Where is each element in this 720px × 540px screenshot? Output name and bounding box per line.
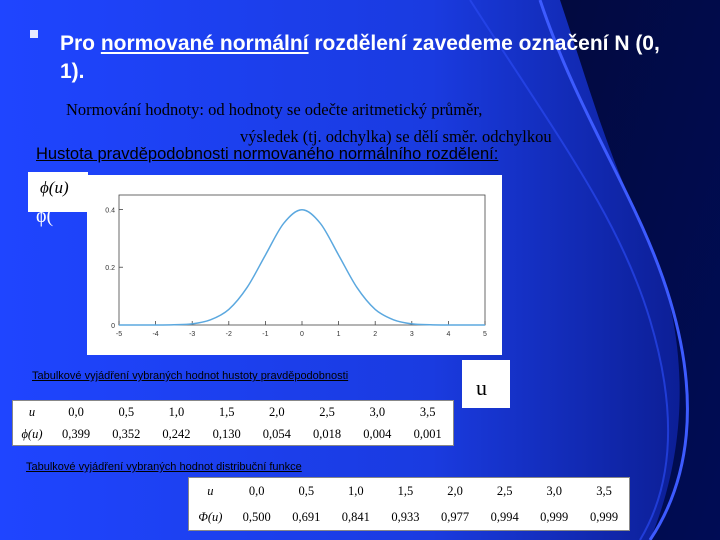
table-cell: 0,0 — [248, 483, 265, 498]
table-cell: 0,018 — [313, 426, 342, 441]
table-cell: 0,977 — [440, 509, 470, 524]
table-cell: 2,5 — [496, 483, 513, 498]
bullet-marker — [30, 30, 38, 38]
table1-caption: Tabulkové vyjádření vybraných hodnot hustoty pravděpodobnosti — [32, 370, 349, 382]
table-cell: 2,0 — [269, 404, 285, 419]
distribution-table — [188, 477, 630, 531]
x-tick-label: 1 — [336, 331, 341, 338]
table-cell: 0,399 — [61, 426, 91, 441]
table-cell: 0,0 — [68, 404, 84, 419]
x-tick-label: 2 — [373, 331, 378, 338]
plot-frame — [119, 195, 485, 325]
table-row — [13, 423, 454, 446]
hustota-heading: Hustota pravděpodobnosti normovaného normálního rozdělení: — [36, 145, 499, 163]
density-chart — [87, 175, 502, 355]
bullet-text-underlined: normované normální — [100, 32, 309, 55]
x-tick-label: -2 — [225, 331, 232, 338]
bullet-text-end: rozdělení zavedeme označení N (0, 1). — [60, 32, 660, 83]
phi-label: ϕ(u) — [40, 178, 69, 197]
x-tick-label: 0 — [300, 331, 304, 338]
table-cell: 1,5 — [397, 483, 414, 498]
table-cell: 0,500 — [242, 509, 271, 524]
table-row — [189, 478, 630, 505]
table-row — [13, 401, 454, 424]
density-chart-svg — [87, 175, 502, 355]
table-cell: 2,5 — [319, 404, 335, 419]
table-cell: 1,0 — [348, 483, 364, 498]
table-cell: 0,841 — [341, 509, 370, 524]
table-cell: 0,054 — [262, 426, 291, 441]
table-cell: 0,999 — [540, 509, 569, 524]
x-tick-label: 5 — [483, 331, 487, 338]
table-cell: 0,001 — [413, 426, 442, 441]
table2-caption: Tabulkové vyjádření vybraných hodnot distribuční funkce — [26, 461, 302, 473]
series-line — [119, 210, 485, 325]
table-cell: 0,5 — [298, 483, 315, 498]
u-symbol-box — [462, 360, 510, 408]
phi-fragment: ϕ( — [36, 205, 54, 227]
x-tick-label: -5 — [115, 331, 123, 338]
table-cell: 0,352 — [112, 426, 141, 441]
y-tick-label: 0.2 — [105, 265, 115, 273]
table-cell: 2,0 — [447, 483, 463, 498]
table-cell: 3,5 — [596, 483, 612, 498]
table-cell: 1,5 — [218, 404, 235, 419]
normovani-line-2: výsledek (tj. odchylka) se dělí směr. odchylkou — [240, 127, 552, 146]
x-tick-label: 4 — [446, 331, 451, 338]
table-cell: 1,0 — [168, 404, 185, 419]
row-label-u: u — [28, 404, 36, 419]
bullet-text — [60, 30, 680, 86]
table-cell: 0,994 — [490, 509, 519, 524]
table-cell: 3,5 — [419, 404, 436, 419]
table-row — [189, 504, 630, 531]
row-label-phi: ϕ(u) — [21, 426, 43, 441]
y-tick-label: 0.4 — [105, 207, 115, 215]
table-cell: 0,5 — [118, 404, 135, 419]
x-tick-label: -1 — [262, 331, 269, 338]
table-cell: 0,242 — [162, 426, 191, 441]
x-tick-label: 3 — [409, 331, 414, 338]
table-cell: 3,0 — [546, 483, 563, 498]
table-cell: 0,933 — [391, 509, 420, 524]
table-cell: 0,004 — [363, 426, 392, 441]
x-tick-label: -4 — [152, 331, 159, 338]
u-symbol: u — [476, 375, 487, 400]
bullet-text-start: Pro — [60, 32, 101, 55]
table-cell: 3,0 — [369, 404, 386, 419]
x-tick-label: -3 — [189, 331, 196, 338]
density-table — [12, 400, 454, 446]
y-tick-label: 0 — [111, 323, 115, 330]
normovani-line-1: Normování hodnoty: od hodnoty se odečte aritmetický průměr, — [66, 100, 483, 119]
table-cell: 0,691 — [292, 509, 321, 524]
row-label-u: u — [207, 483, 214, 498]
table-cell: 0,999 — [589, 509, 619, 524]
row-label-Phi: Φ(u) — [198, 509, 223, 524]
table-cell: 0,130 — [212, 426, 241, 441]
